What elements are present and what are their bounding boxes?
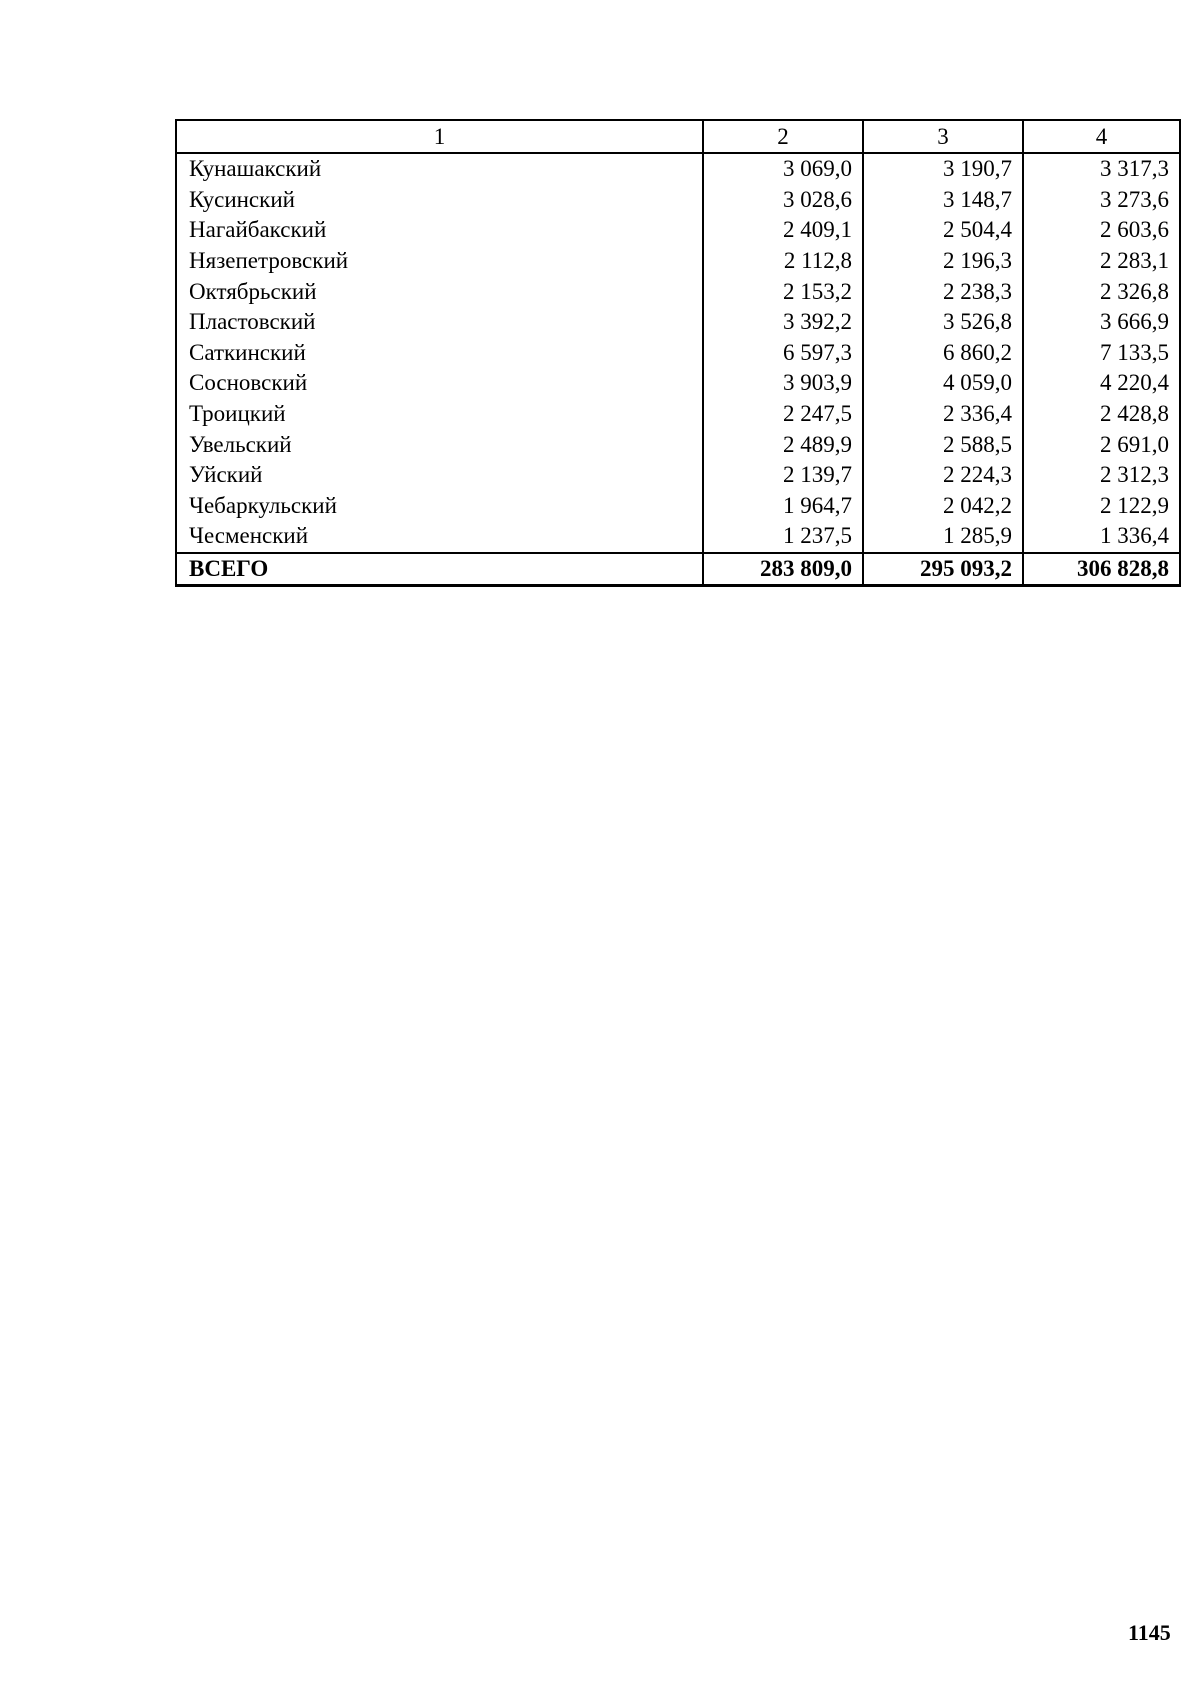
value-col-2: 2 112,8: [703, 246, 863, 277]
value-col-2: 6 597,3: [703, 338, 863, 369]
table-row: [176, 215, 1180, 246]
table-header: [176, 120, 1180, 153]
district-name: Троицкий: [176, 399, 703, 430]
total-label: ВСЕГО: [176, 553, 703, 586]
value-col-2: 3 903,9: [703, 368, 863, 399]
value-col-4: 3 273,6: [1023, 185, 1180, 216]
total-col-3: 295 093,2: [863, 553, 1023, 586]
value-col-4: 2 312,3: [1023, 460, 1180, 491]
district-name: Уйский: [176, 460, 703, 491]
value-col-3: 2 238,3: [863, 276, 1023, 307]
value-col-3: 1 285,9: [863, 521, 1023, 553]
table-row: [176, 399, 1180, 430]
table-row: [176, 338, 1180, 369]
table-row: [176, 491, 1180, 522]
district-name: Чесменский: [176, 521, 703, 553]
value-col-4: 2 326,8: [1023, 276, 1180, 307]
table-row: [176, 521, 1180, 553]
value-col-3: 2 336,4: [863, 399, 1023, 430]
table-row: [176, 429, 1180, 460]
value-col-2: 1 237,5: [703, 521, 863, 553]
district-name: Чебаркульский: [176, 491, 703, 522]
value-col-3: 2 196,3: [863, 246, 1023, 277]
header-col-1: 1: [176, 120, 703, 153]
value-col-4: 3 317,3: [1023, 153, 1180, 185]
value-col-3: 2 042,2: [863, 491, 1023, 522]
table-row: [176, 185, 1180, 216]
table-row: [176, 368, 1180, 399]
district-name: Нязепетровский: [176, 246, 703, 277]
value-col-3: 3 148,7: [863, 185, 1023, 216]
table-row: [176, 246, 1180, 277]
table-row: [176, 153, 1180, 185]
value-col-4: 1 336,4: [1023, 521, 1180, 553]
district-name: Нагайбакский: [176, 215, 703, 246]
page-number: 1145: [1128, 1620, 1171, 1645]
district-name: Кусинский: [176, 185, 703, 216]
value-col-4: 2 691,0: [1023, 429, 1180, 460]
value-col-4: 2 428,8: [1023, 399, 1180, 430]
value-col-4: 2 603,6: [1023, 215, 1180, 246]
value-col-2: 1 964,7: [703, 491, 863, 522]
value-col-3: 3 526,8: [863, 307, 1023, 338]
table-body: [176, 153, 1180, 553]
district-name: Пластовский: [176, 307, 703, 338]
value-col-2: 2 247,5: [703, 399, 863, 430]
table-footer: [176, 553, 1180, 586]
district-name: Октябрьский: [176, 276, 703, 307]
header-col-2: 2: [703, 120, 863, 153]
district-name: Кунашакский: [176, 153, 703, 185]
total-col-4: 306 828,8: [1023, 553, 1180, 586]
header-row: [176, 120, 1180, 153]
header-col-4: 4: [1023, 120, 1180, 153]
value-col-3: 3 190,7: [863, 153, 1023, 185]
total-row: [176, 553, 1180, 586]
value-col-4: 2 283,1: [1023, 246, 1180, 277]
district-name: Увельский: [176, 429, 703, 460]
value-col-2: 2 409,1: [703, 215, 863, 246]
value-col-4: 3 666,9: [1023, 307, 1180, 338]
district-name: Сосновский: [176, 368, 703, 399]
value-col-3: 4 059,0: [863, 368, 1023, 399]
value-col-2: 2 489,9: [703, 429, 863, 460]
value-col-4: 2 122,9: [1023, 491, 1180, 522]
value-col-4: 4 220,4: [1023, 368, 1180, 399]
district-name: Саткинский: [176, 338, 703, 369]
value-col-3: 6 860,2: [863, 338, 1023, 369]
value-col-2: 3 392,2: [703, 307, 863, 338]
value-col-2: 3 028,6: [703, 185, 863, 216]
value-col-2: 2 153,2: [703, 276, 863, 307]
value-col-3: 2 224,3: [863, 460, 1023, 491]
table-row: [176, 307, 1180, 338]
value-col-3: 2 504,4: [863, 215, 1023, 246]
table-row: [176, 460, 1180, 491]
value-col-2: 3 069,0: [703, 153, 863, 185]
total-col-2: 283 809,0: [703, 553, 863, 586]
table-row: [176, 276, 1180, 307]
value-col-2: 2 139,7: [703, 460, 863, 491]
header-col-3: 3: [863, 120, 1023, 153]
value-col-3: 2 588,5: [863, 429, 1023, 460]
budget-table: [175, 119, 1181, 587]
value-col-4: 7 133,5: [1023, 338, 1180, 369]
